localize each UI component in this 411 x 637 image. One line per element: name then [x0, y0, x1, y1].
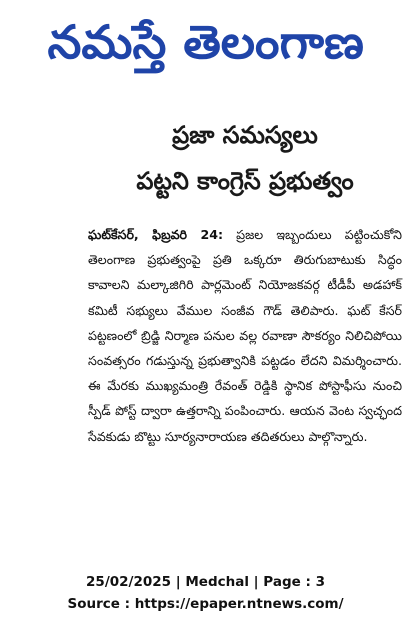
footer-source: Source : https://epaper.ntnews.com/ [67, 596, 344, 612]
headline-line-2: పట్టని కాంగ్రెస్ ప్రభుత్వం [136, 167, 354, 195]
footer-date-edition: 25/02/2025 | Medchal | Page : 3 [86, 574, 325, 590]
masthead-title: నమస్తే తెలంగాణ [47, 15, 364, 69]
newspaper-masthead [0, 0, 411, 96]
article-body [84, 222, 406, 449]
article-dateline: ఘట్‌కేసర్, ఫిబ్రవరి 24: [88, 227, 224, 242]
article-text: ప్రజల ఇబ్బందులు పట్టించుకోని తెలంగాణ ప్రభుత్వంపై ప్రతి ఒక్కరూ తిరుగుబాటుకు సిద్ధం కావాలని మల్కాజిగిరి పార్లమెంట్ నియోజకవర్గ టీడీపీ అడహాక్ కమిటీ సభ్యులు వేముల సంజీవ గౌడ్ తెలిపారు. ఘట్ కేసర్ పట్టణంలో బ్రిడ్జి నిర్మాణ పనుల వల్ల రవాణా సౌకర్యం నిలిచిపోయి సంవత్సరం గడుస్తున్న ప్రభుత్వానికి పట్టడం లేదని విమర్శించారు. ఈ మేరకు ముఖ్యమంత్రి రేవంత్ రెడ్డికి స్థానిక పోస్టాఫీసు నుంచి స్పీడ్ పోస్ట్ ద్వారా ఉత్తరాన్ని పంపించారు. ఆయన వెంట స్వచ్ఛంద సేవకుడు బొట్టు సూర్యనారాయణ తదితరులు పాల్గొన్నారు. [88, 227, 402, 444]
news-clipping [84, 108, 406, 568]
headline-line-1: ప్రజా సమస్యలు [172, 121, 318, 149]
